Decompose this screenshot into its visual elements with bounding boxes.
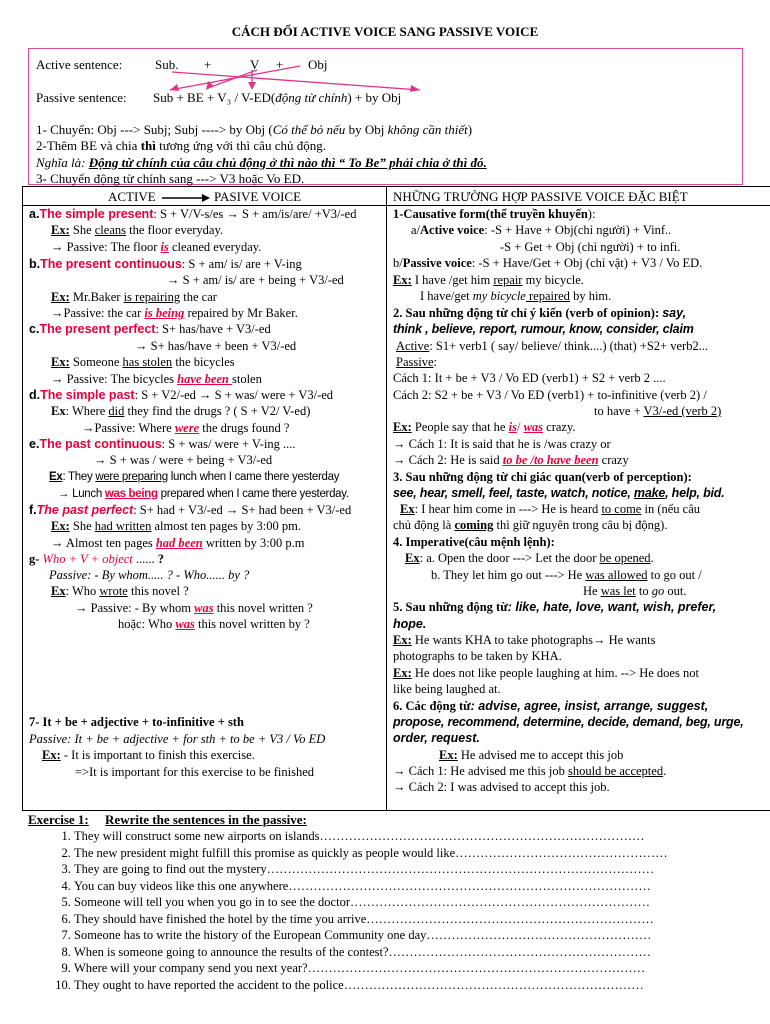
tense-e-example: Ex: They were preparing lunch when I came there yesterday [49,471,340,483]
tense-e-formula-1: e.The past continuous: S + was/ were + V-ing .... [29,437,296,451]
question-g-passive-ex: → Passive: - By whom was this novel written ? [75,601,313,615]
rule-4-example-a: Ex: a. Open the door ---> Let the door be opened. [405,551,654,565]
exercise-list [24,828,668,993]
active-v: V [250,57,260,72]
rule-5-example-1: Ex: He wants KHA to take photographs→ He wants [393,633,656,647]
exercise-item: 9. Where will your company send you next year?……………………………………………………………………… [74,960,668,977]
step-1: 1- Chuyển: Obj ---> Subj; Subj ----> by Obj (Có thể bỏ nếu by Obj không cần thiết) [36,122,473,137]
step-2: 2-Thêm BE và chia thì tương ứng với thì câu chủ động. [36,138,326,153]
rule-7-example: Ex: - It is important to finish this exercise. [42,748,255,762]
rule-1-active: a/Active voice: -S + Have + Obj(chỉ người) + Vinf.. [411,223,672,237]
rule-6-way-1: → Cách 1: He advised me this job should be accepted. [393,764,667,778]
exercise-item: 7. Someone has to write the history of the European Community one day……………………………………………… [74,927,668,944]
tense-a-passive: → Passive: The floor is cleaned everyday. [51,240,262,254]
exercise-item: 1. They will construct some new airports on islands…………………………………………………………………… [74,828,668,845]
rule-4-example-b: b. They let him go out ---> He was allowed to go out / [431,568,702,582]
rule-6-way-2: → Cách 2: I was advised to accept this job. [393,780,610,794]
tense-c-formula-1: c.The present perfect: S+ has/have + V3/-ed [29,322,271,336]
active-plus: + [204,57,212,72]
rule-7-passive: Passive: It + be + adjective + for sth + to be + V3 / Vo ED [29,732,326,746]
tense-d-example: Ex: Where did they find the drugs ? ( S + V2/ V-ed) [51,404,311,418]
rule-2-passive: Passive: [396,355,437,369]
question-g-alt: hoặc: Who was this novel written by ? [118,617,310,631]
question-g-example: Ex: Who wrote this novel ? [51,584,189,598]
header-passive-voice: PASIVE VOICE [214,189,302,204]
exercise-item: 6. They should have finished the hotel by the time you arrive…………………………………………………………… [74,911,668,928]
tense-a-example: Ex: She cleans the floor everyday. [51,223,224,237]
rule-5-example-2b: like being laughed at. [393,682,501,696]
rule-3-example-2: chủ động là coming thì giữ nguyên trong câu bị động). [393,518,668,532]
tense-c-passive: → Passive: The bicycles have been stolen [51,372,262,386]
rule-3-title: 3. Sau những động từ chỉ giác quan(verb of perception): [393,470,692,484]
tense-f-formula: f.The past perfect: S+ had + V3/-ed → S+ had been + V3/-ed [29,503,352,517]
rule-5-title: 5. Sau những động từ: like, hate, love, want, wish, prefer, [393,600,717,614]
rule-2-way-1: Cách 1: It + be + V3 / Vo ED (verb1) + S2 + verb 2 .... [393,371,666,385]
tense-d-formula: d.The simple past: S + V2/-ed → S + was/ were + V3/-ed [29,388,334,402]
arrow-right-icon [160,193,212,203]
tense-e-passive: → Lunch was being prepared when I came there yesterday. [58,488,349,500]
active-plus-2: + [276,57,284,72]
column-divider [386,186,387,811]
rule-2-example-way-2: → Cách 2: He is said to be /to have been crazy [393,453,629,467]
exercise-item: 4. You can buy videos like this one anywhere…………………………………………………………………………… [74,878,668,895]
rule-1-active-2: -S + Get + Obj (chỉ người) + to infi. [500,240,681,254]
rule-1-example: Ex: I have /get him repair my bicycle. [393,273,584,287]
rule-6-title: 6. Các động từ: advise, agree, insist, arrange, suggest, [393,699,709,713]
tense-d-passive: →Passive: Where were the drugs found ? [82,421,290,435]
rule-3-example: Ex: I hear him come in ---> He is heard to come in (nếu câu [400,502,701,516]
rule-3-verbs: see, hear, smell, feel, taste, watch, notice, make, help, bid. [393,486,725,500]
question-g-formula: g- Who + V + object ...... ? [29,552,165,566]
exercise-item: 10. They ought to have reported the accident to the police……………………………………………………………… [74,977,668,994]
page-title: CÁCH ĐỔI ACTIVE VOICE SANG PASSIVE VOICE [231,24,539,39]
tense-b-formula-1: b.The present continuous: S + am/ is/ are + V-ing [29,257,302,271]
tense-f-example: Ex: She had written almost ten pages by 3:00 pm. [51,519,301,533]
rule-4-title: 4. Imperative(câu mệnh lệnh): [393,535,555,549]
tense-b-formula-2: → S + am/ is/ are + being + V3/-ed [167,273,344,287]
active-obj: Obj [308,57,328,72]
step-3: 3- Chuyển động từ chính sang ---> V3 hoặc Vo ED. [36,171,305,186]
exercise-item: 3. They are going to find out the mystery………………………………………………………………………………… [74,861,668,878]
header-special-cases: NHỮNG TRƯỜNG HỢP PASSIVE VOICE ĐẶC BIỆT [393,189,688,204]
rule-1-example-2: I have/get my bicycle repaired by him. [420,289,612,303]
active-sentence-label: Active sentence: [36,57,123,72]
rule-2-active: Active: S1+ verb1 ( say/ believe/ think....) (that) +S2+ verb2... [396,339,709,353]
tense-b-passive: →Passive: the car is being repaired by Mr Baker. [51,306,298,320]
rule-2-verbs: think , believe, report, rumour, know, consider, claim [393,322,694,336]
passive-formula: Sub + BE + V₃ / V-ED(động từ chính) + by Obj [153,90,402,105]
tense-b-example: Ex: Mr.Baker is repairing the car [51,290,217,304]
rule-4-example-c: He was let to go out. [583,584,687,598]
exercise-title: Exercise 1: Rewrite the sentences in the passive: [28,812,307,827]
exercise-item: 8. When is someone going to announce the results of the contest?……………………………………………………… [74,944,668,961]
rule-5-example-2: Ex: He does not like people laughing at him. --> He does not [393,666,699,680]
passive-sentence-label: Passive sentence: [36,90,127,105]
rule-6-verbs-3: order, request. [393,731,480,745]
tense-c-example: Ex: Someone has stolen the bicycles [51,355,235,369]
rule-2-title: 2. Sau những động từ chỉ ý kiến (verb of opinion): say, [393,306,687,320]
question-g-passive: Passive: - By whom..... ? - Who...... by ? [49,568,250,582]
step-note: Nghĩa là: Động từ chính của câu chủ động ở thì nào thì “ To Be” phải chia ở thì đó. [36,155,487,170]
tense-a-formula: a.The simple present: S + V/V-s/es → S + am/is/are/ +V3/-ed [29,207,357,221]
rule-2-example: Ex: People say that he is/ was crazy. [393,420,576,434]
rule-1-title: 1-Causative form(thể truyền khuyến): [393,207,596,221]
rule-6-verbs-2: propose, recommend, determine, decide, demand, beg, urge, [393,715,744,729]
rule-5-example-1b: photographs to be taken by KHA. [393,649,562,663]
exercise-item: 5. Someone will tell you when you go in to see the doctor……………………………………………………………… [74,894,668,911]
rule-2-example-way-1: → Cách 1: It is said that he is /was crazy or [393,437,611,451]
rule-2-way-2b: to have + V3/-ed (verb 2) [594,404,722,418]
rule-6-example: Ex: He advised me to accept this job [439,748,624,762]
rule-1-passive: b/Passive voice: -S + Have/Get + Obj (chỉ vật) + V3 / Vo ED. [393,256,703,270]
rule-5-verbs: hope. [393,617,427,631]
tense-f-passive: → Almost ten pages had been written by 3:00 p.m [51,536,305,550]
rule-2-way-2: Cách 2: S2 + be + V3 / Vo ED (verb1) + to-infinitive (verb 2) / [393,388,707,402]
tense-e-formula-2: → S + was / were + being + V3/-ed [94,453,273,467]
rule-7-example-2: =>It is important for this exercise to be finished [75,765,315,779]
active-sub: Sub. [155,57,179,72]
header-active: ACTIVE [108,189,156,204]
tense-c-formula-2: → S+ has/have + been + V3/-ed [135,339,297,353]
rule-7-title: 7- It + be + adjective + to-infinitive + sth [29,715,244,729]
exercise-item: 2. The new president might fulfill this promise as quickly as people would like…………………………………………… [74,845,668,862]
